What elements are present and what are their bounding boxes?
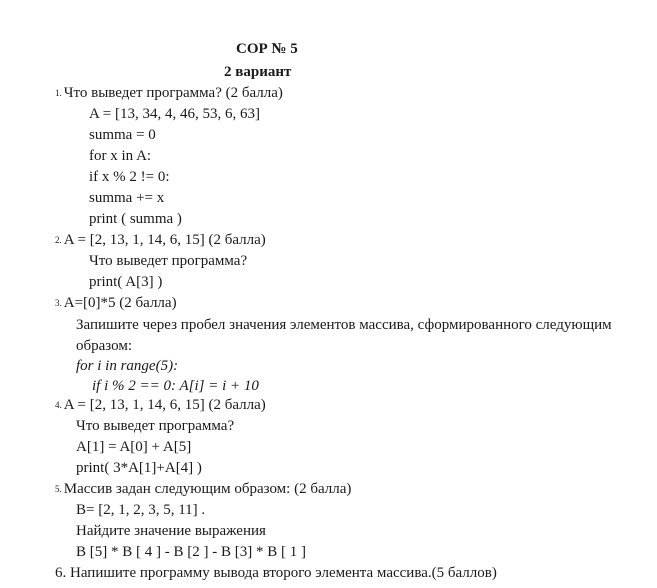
question-1 — [55, 84, 283, 102]
question-2 — [55, 231, 266, 249]
question-2-text: A = [2, 13, 1, 14, 6, 15] (2 балла) — [63, 232, 266, 248]
question-4-text: A = [2, 13, 1, 14, 6, 15] (2 балла) — [63, 397, 266, 413]
q4-line-3: print( 3*A[1]+A[4] ) — [76, 460, 202, 476]
question-2-number: 2. — [55, 235, 62, 245]
question-5-number: 5. — [55, 484, 62, 494]
q1-code-line-6: print ( summa ) — [89, 211, 182, 227]
worksheet-title: СОР № 5 — [236, 41, 298, 57]
q4-line-2: A[1] = A[0] + A[5] — [76, 439, 192, 455]
q1-code-line-1: A = [13, 34, 4, 46, 53, 6, 63] — [89, 106, 260, 122]
question-4 — [55, 396, 266, 414]
q1-code-line-2: summa = 0 — [89, 127, 156, 143]
q4-line-1: Что выведет программа? — [76, 418, 235, 434]
question-3-number: 3. — [55, 298, 62, 308]
question-4-number: 4. — [55, 400, 62, 410]
q2-line-1: Что выведет программа? — [89, 253, 248, 269]
q1-code-line-4: if x % 2 != 0: — [89, 169, 170, 185]
q1-code-line-3: for x in A: — [89, 148, 152, 164]
q5-line-2: Найдите значение выражения — [76, 523, 266, 539]
question-6: 6. Напишите программу вывода второго элемента массива.(5 баллов) — [55, 565, 497, 581]
q3-code-line-2: if i % 2 == 0: A[i] = i + 10 — [92, 378, 259, 394]
q1-code-line-5: summa += x — [89, 190, 165, 206]
question-5-text: Массив задан следующим образом: (2 балла) — [63, 481, 352, 497]
q3-code-line-1: for i in range(5): — [76, 358, 179, 374]
question-1-text: Что выведет программа? (2 балла) — [63, 85, 283, 101]
q3-description: Запишите через пробел значения элементов массива, сформированного следующим образом: — [76, 317, 612, 354]
question-1-number: 1. — [55, 88, 62, 98]
q5-line-3: B [5] * B [ 4 ] - B [2 ] - B [3] * B [ 1 ] — [76, 544, 306, 560]
question-5 — [55, 480, 351, 498]
variant-label: 2 вариант — [224, 64, 292, 80]
q2-line-2: print( A[3] ) — [89, 274, 163, 290]
question-3 — [55, 294, 177, 312]
q5-line-1: B= [2, 1, 2, 3, 5, 11] . — [76, 502, 206, 518]
question-3-text: A=[0]*5 (2 балла) — [63, 295, 177, 311]
